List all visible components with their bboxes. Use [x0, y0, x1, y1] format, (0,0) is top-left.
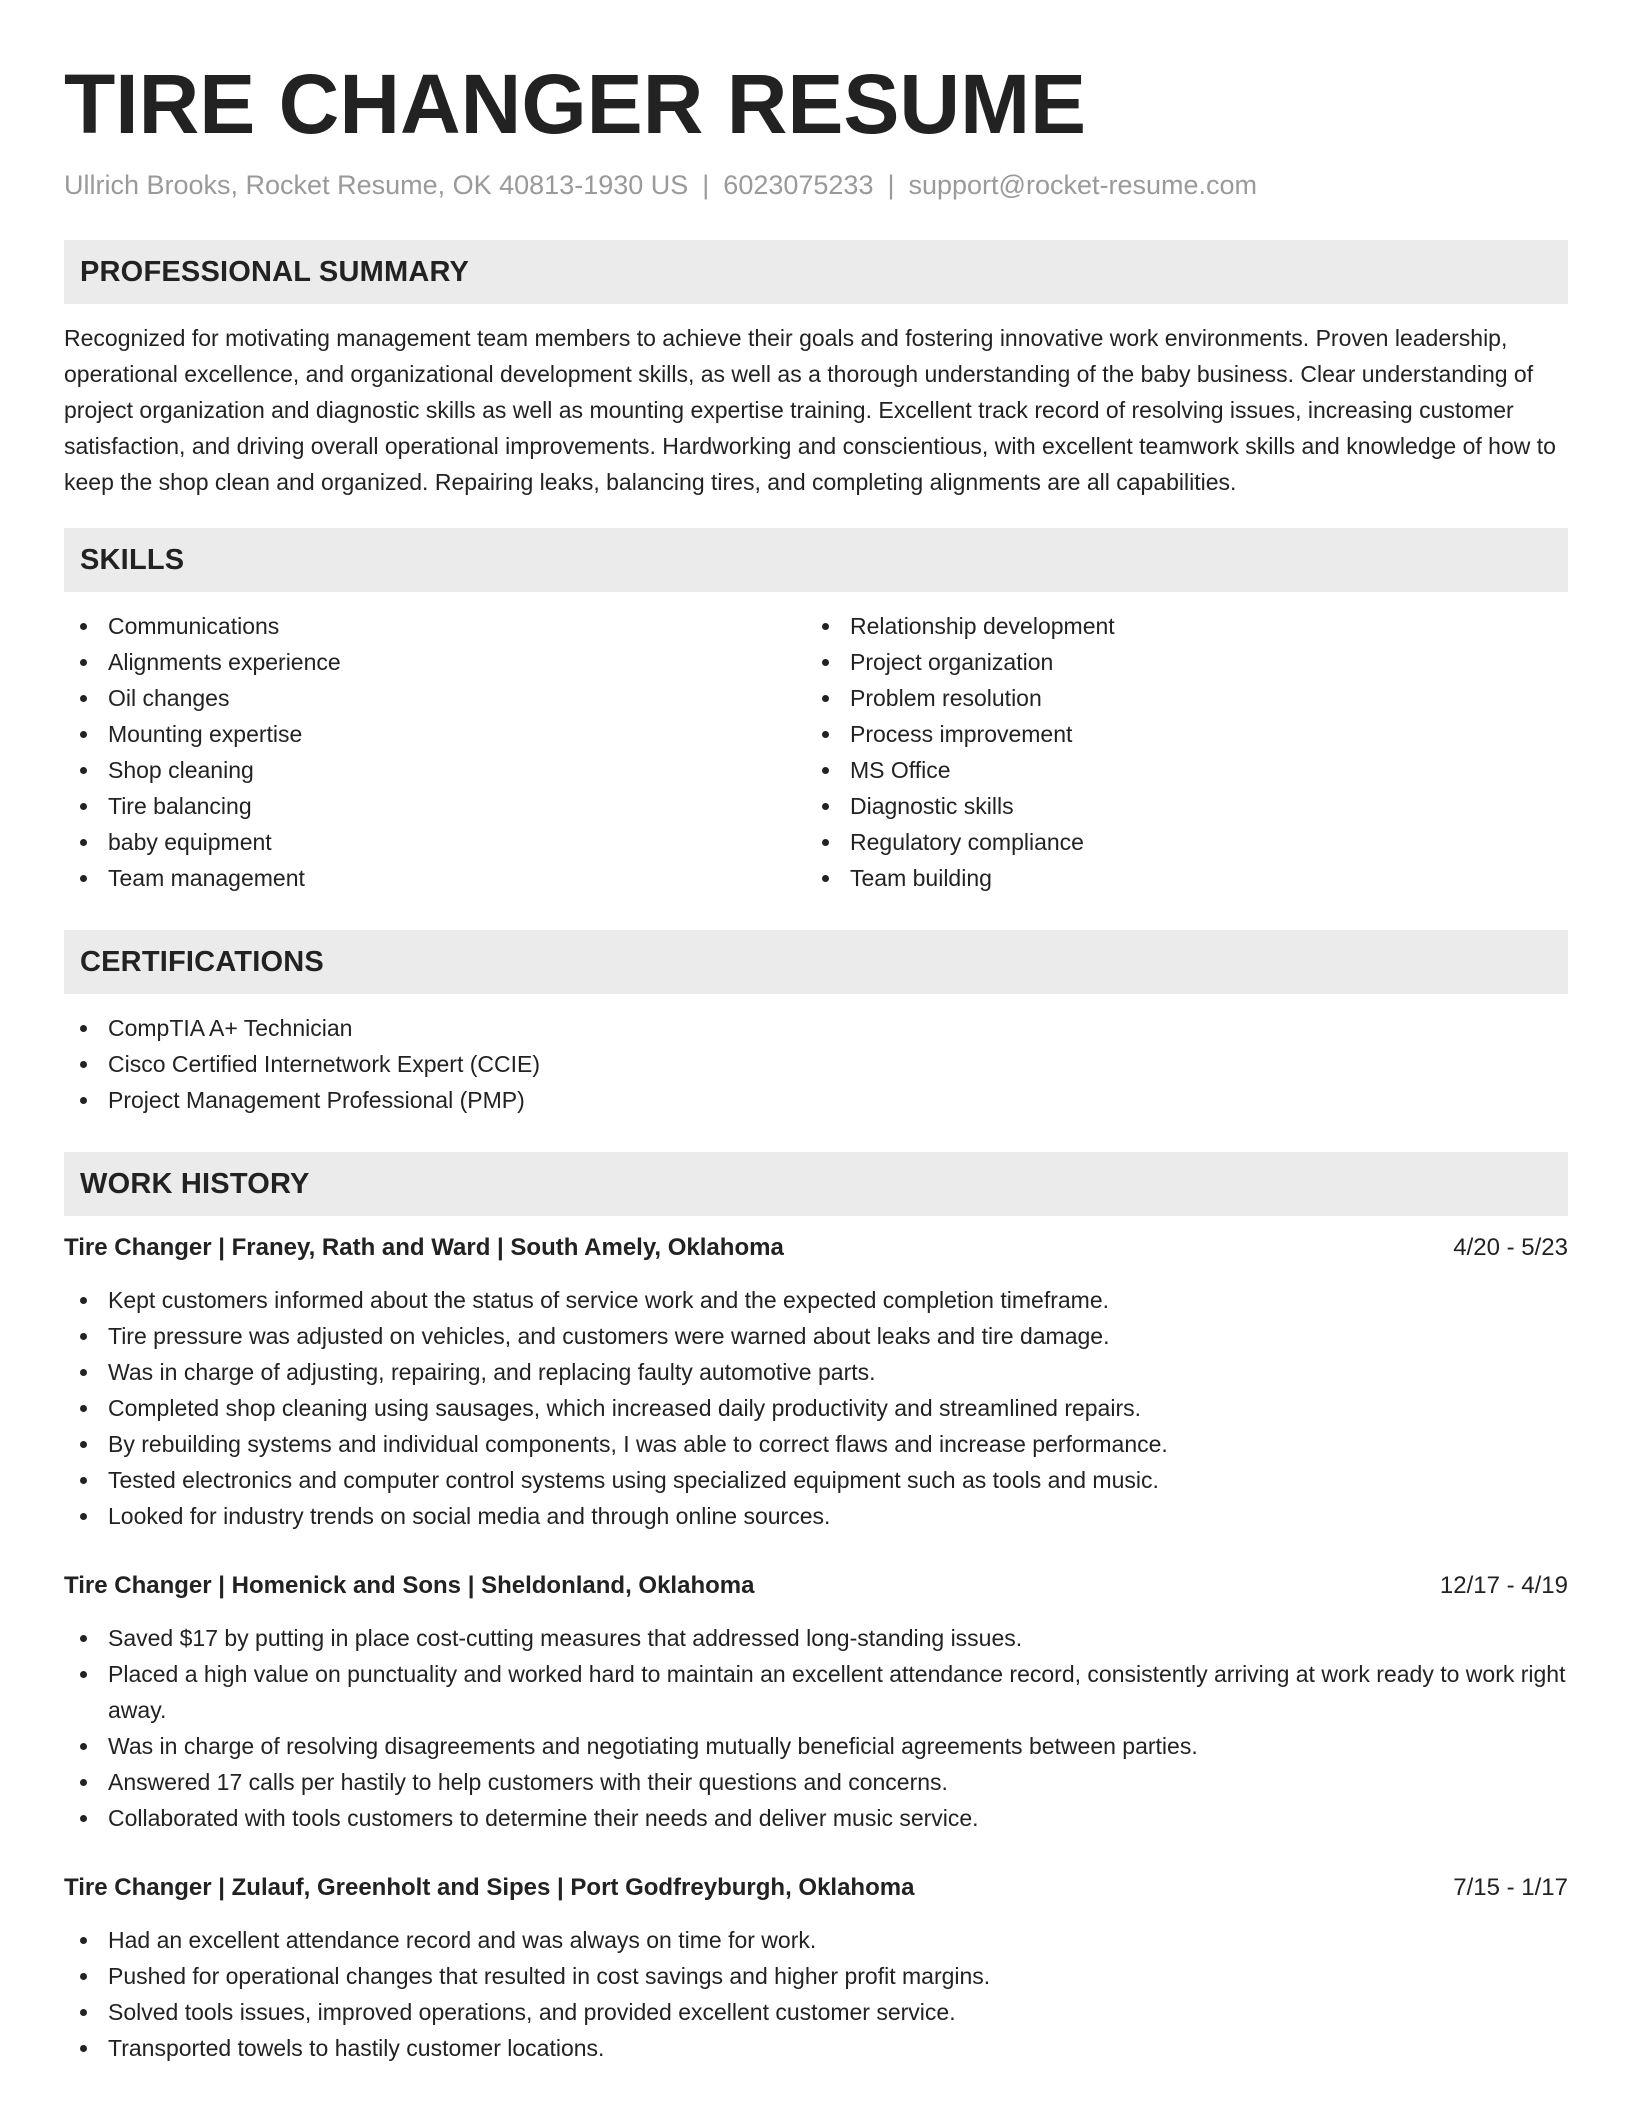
skill-item: Team building — [806, 860, 1548, 896]
skill-item: Communications — [64, 608, 806, 644]
certification-item: Project Management Professional (PMP) — [64, 1082, 1568, 1118]
job-bullet: Completed shop cleaning using sausages, which increased daily productivity and streamlined repairs. — [64, 1390, 1568, 1426]
job-bullet-list — [64, 1620, 1568, 1836]
skill-item: Alignments experience — [64, 644, 806, 680]
skill-item: Problem resolution — [806, 680, 1548, 716]
certifications-section-header — [64, 930, 1568, 994]
job-bullet-list — [64, 1282, 1568, 1534]
job-bullet: Tire pressure was adjusted on vehicles, and customers were warned about leaks and tire damage. — [64, 1318, 1568, 1354]
skill-item: Shop cleaning — [64, 752, 806, 788]
skills-grid — [64, 608, 1568, 896]
job-bullet: Solved tools issues, improved operations, and provided excellent customer service. — [64, 1994, 1568, 2030]
summary-heading: PROFESSIONAL SUMMARY — [80, 255, 470, 288]
contact-separator: | — [887, 170, 895, 200]
skills-list-left — [64, 608, 806, 896]
skill-item: Tire balancing — [64, 788, 806, 824]
contact-separator: | — [702, 170, 710, 200]
summary-section-header — [64, 240, 1568, 304]
contact-address: Ullrich Brooks, Rocket Resume, OK 40813-1930 US — [64, 170, 689, 200]
skill-item: baby equipment — [64, 824, 806, 860]
job-dates: 12/17 - 4/19 — [1439, 1572, 1568, 1599]
job-header — [64, 1230, 1568, 1266]
contact-phone: 6023075233 — [723, 170, 874, 200]
skill-item: Team management — [64, 860, 806, 896]
job-header — [64, 1870, 1568, 1906]
contact-line — [64, 168, 1568, 202]
job-header — [64, 1568, 1568, 1604]
skill-item: Oil changes — [64, 680, 806, 716]
job-bullet: Answered 17 calls per hastily to help customers with their questions and concerns. — [64, 1764, 1568, 1800]
job-dates: 7/15 - 1/17 — [1453, 1874, 1568, 1901]
skills-list-right — [806, 608, 1548, 896]
skill-item: Project organization — [806, 644, 1548, 680]
job-bullet-list — [64, 1922, 1568, 2066]
job-bullet: Had an excellent attendance record and was always on time for work. — [64, 1922, 1568, 1958]
job-bullet: Kept customers informed about the status of service work and the expected completion timeframe. — [64, 1282, 1568, 1318]
certification-item: Cisco Certified Internetwork Expert (CCIE) — [64, 1046, 1568, 1082]
job-bullet: Looked for industry trends on social media and through online sources. — [64, 1498, 1568, 1534]
certification-item: CompTIA A+ Technician — [64, 1010, 1568, 1046]
skill-item: Process improvement — [806, 716, 1548, 752]
job-bullet: By rebuilding systems and individual components, I was able to correct flaws and increase performance. — [64, 1426, 1568, 1462]
summary-text: Recognized for motivating management team members to achieve their goals and fostering innovative work environments. Proven leadership, operational excellence, and organizational development skills, as well as a thorough understanding of the baby business. Clear understanding of project organization and diagnostic skills as well as mounting expertise training. Excellent track record of resolving issues, increasing customer satisfaction, and driving overall operational improvements. Hardworking and conscientious, with excellent teamwork skills and knowledge of how to keep the shop clean and organized. Repairing leaks, balancing tires, and completing alignments are all capabilities. — [64, 325, 1556, 495]
skill-item: MS Office — [806, 752, 1548, 788]
job-bullet: Collaborated with tools customers to determine their needs and deliver music service. — [64, 1800, 1568, 1836]
work-history-heading: WORK HISTORY — [80, 1167, 310, 1200]
skills-heading: SKILLS — [80, 543, 185, 576]
job-entry — [64, 1870, 1568, 2066]
skill-item: Relationship development — [806, 608, 1548, 644]
job-entry — [64, 1230, 1568, 1534]
job-bullet: Saved $17 by putting in place cost-cutting measures that addressed long-standing issues. — [64, 1620, 1568, 1656]
job-bullet: Tested electronics and computer control systems using specialized equipment such as tools and music. — [64, 1462, 1568, 1498]
certifications-heading: CERTIFICATIONS — [80, 945, 324, 978]
resume-page — [64, 0, 1568, 2066]
skill-item: Diagnostic skills — [806, 788, 1548, 824]
skill-item: Regulatory compliance — [806, 824, 1548, 860]
job-bullet: Was in charge of resolving disagreements and negotiating mutually beneficial agreements between parties. — [64, 1728, 1568, 1764]
resume-title: TIRE CHANGER RESUME — [64, 57, 1087, 151]
job-entry — [64, 1568, 1568, 1836]
job-bullet: Pushed for operational changes that resulted in cost savings and higher profit margins. — [64, 1958, 1568, 1994]
job-bullet: Placed a high value on punctuality and worked hard to maintain an excellent attendance record, consistently arriving at work ready to work right away. — [64, 1656, 1568, 1728]
skills-section-header — [64, 528, 1568, 592]
job-title: Tire Changer | Franey, Rath and Ward | South Amely, Oklahoma — [64, 1234, 784, 1261]
contact-email: support@rocket-resume.com — [908, 170, 1258, 200]
job-bullet: Transported towels to hastily customer locations. — [64, 2030, 1568, 2066]
job-title: Tire Changer | Zulauf, Greenholt and Sipes | Port Godfreyburgh, Oklahoma — [64, 1874, 915, 1901]
skill-item: Mounting expertise — [64, 716, 806, 752]
work-history-section-header — [64, 1152, 1568, 1216]
job-bullet: Was in charge of adjusting, repairing, and replacing faulty automotive parts. — [64, 1354, 1568, 1390]
certifications-list — [64, 1010, 1568, 1118]
job-dates: 4/20 - 5/23 — [1453, 1234, 1568, 1261]
job-title: Tire Changer | Homenick and Sons | Sheldonland, Oklahoma — [64, 1572, 755, 1599]
